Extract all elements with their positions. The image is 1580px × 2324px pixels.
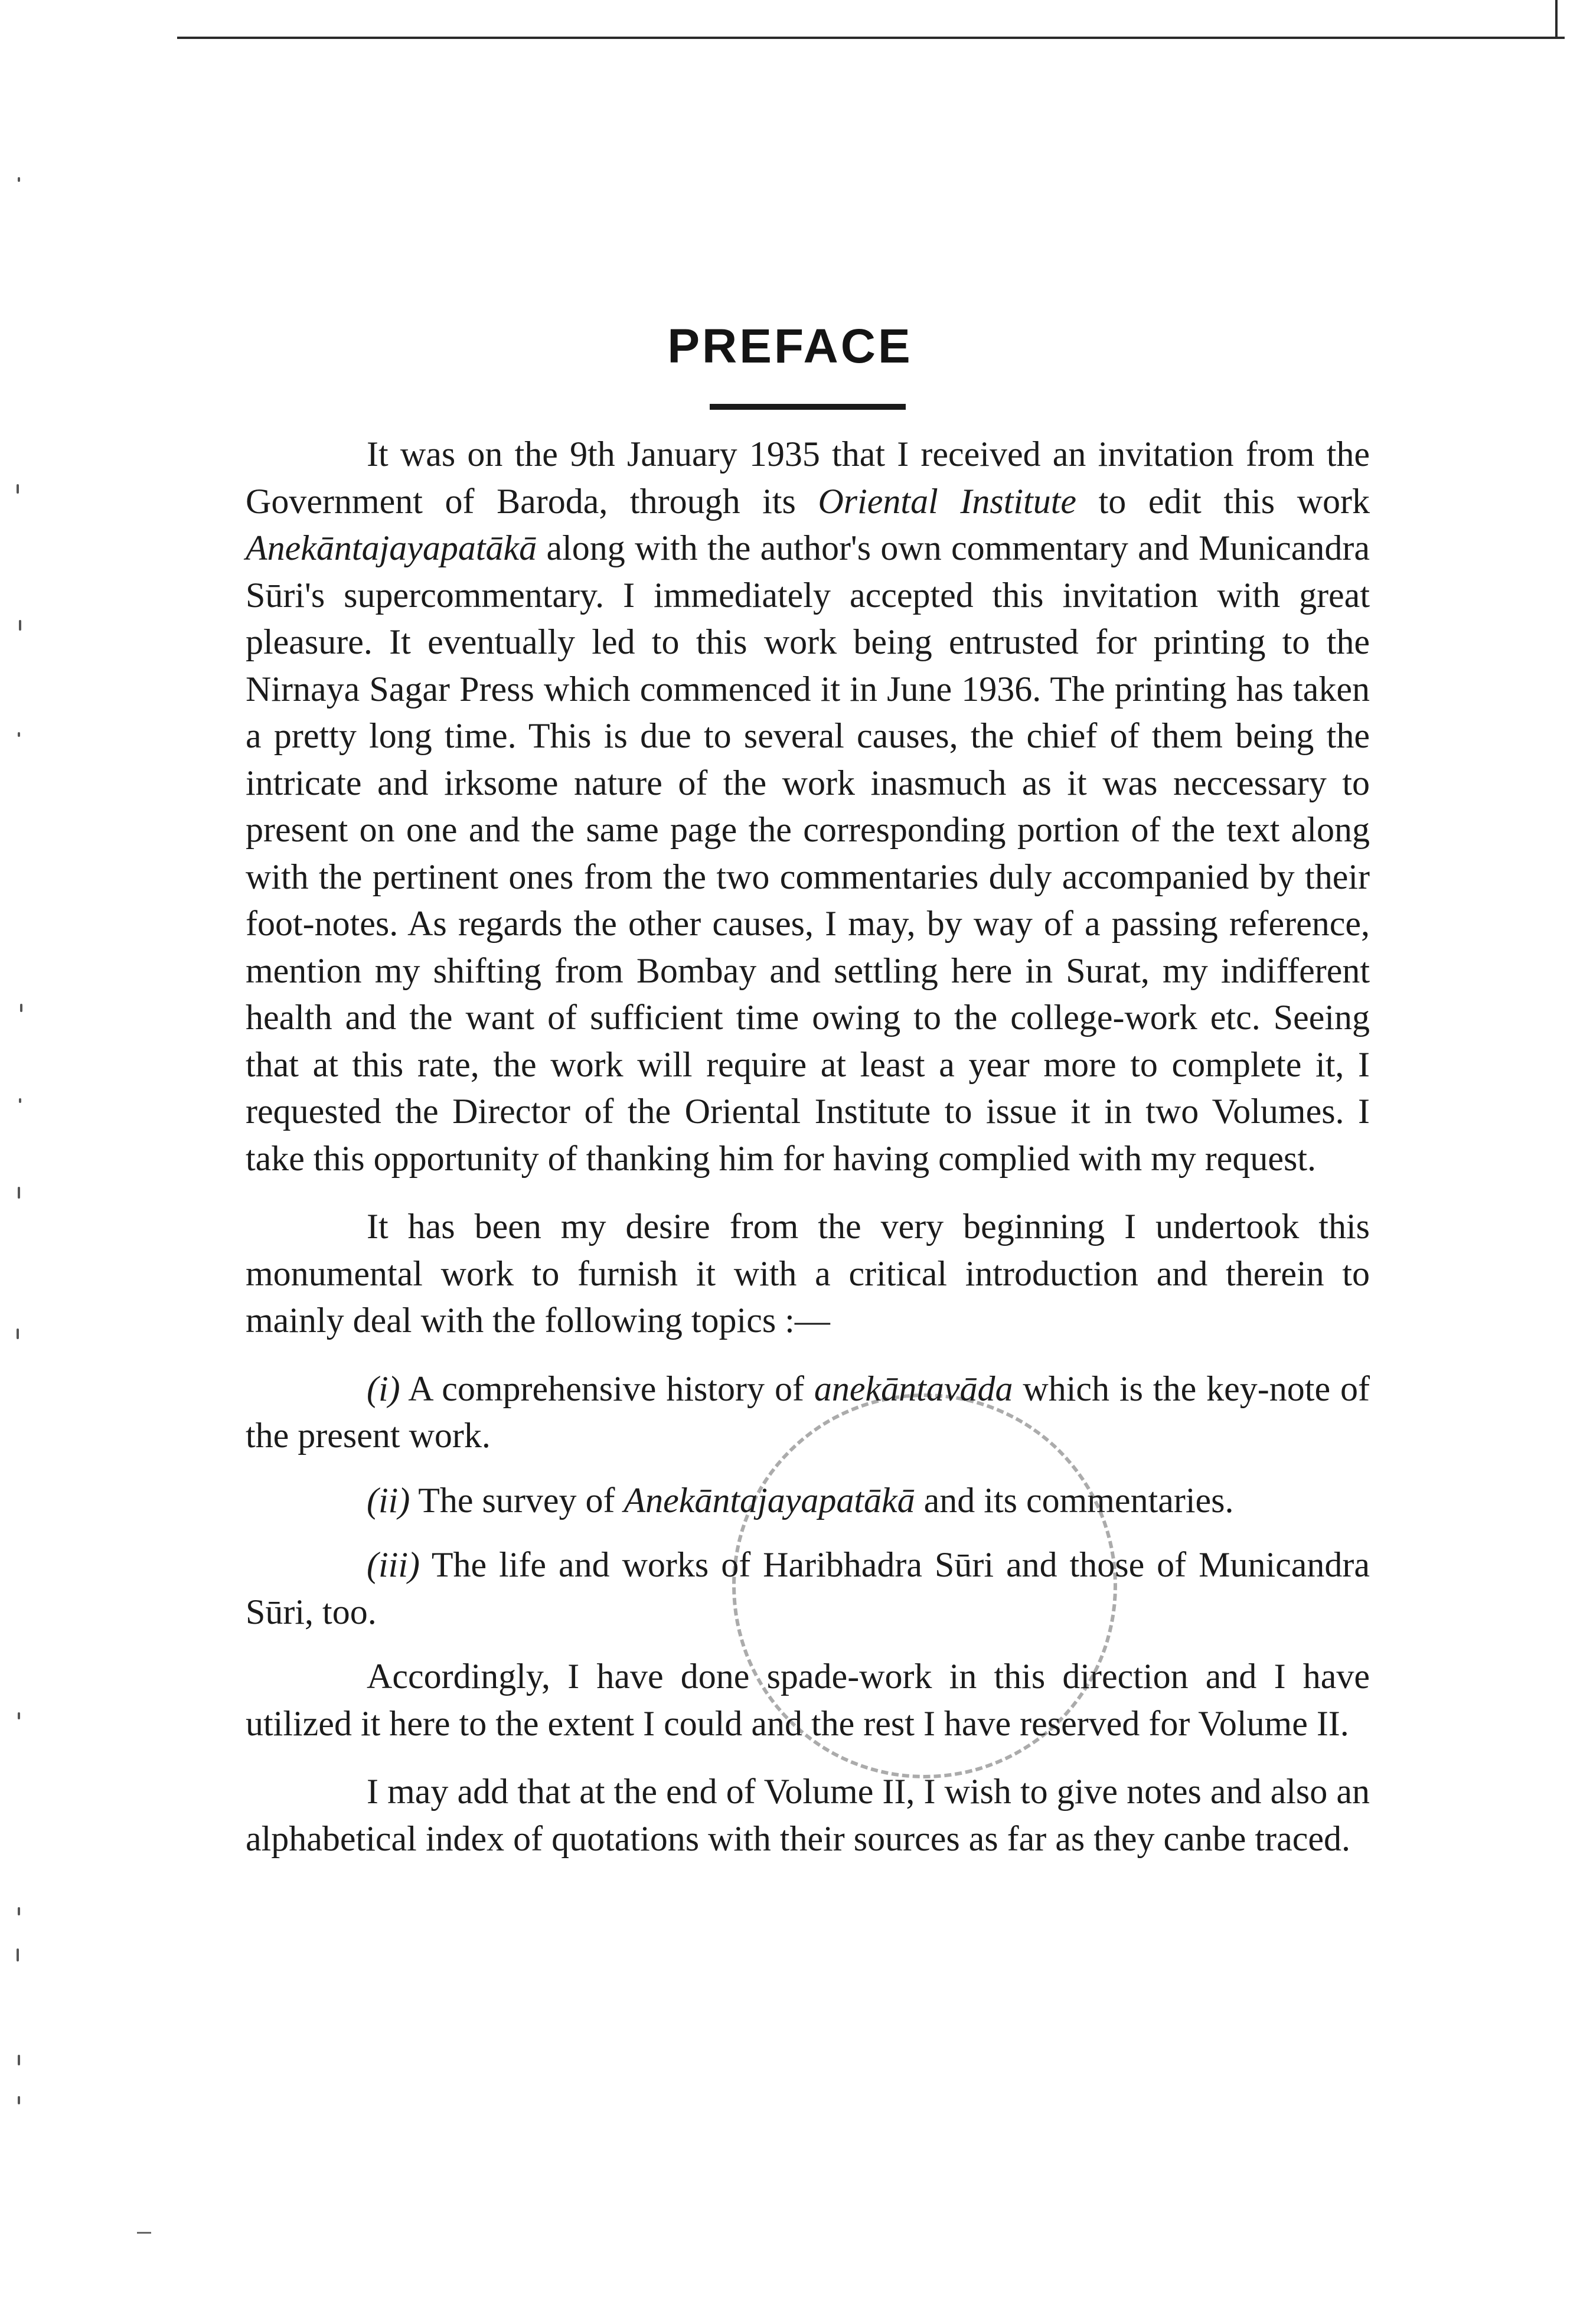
topic-text: The survey of xyxy=(410,1480,624,1520)
paragraph-invitation xyxy=(246,431,1370,1182)
paragraph-text: along with the author's own commentary and Municandra Sūri's supercommentary. I immediately accepted this invitation with great pleasure. It eventually led to this work being entrusted for printing to the Nirnaya Sagar Press which commenced it in June 1936. The printing has taken a pretty long time. This is due to several causes, the chief of them being the intricate and irksome nature of the work inasmuch as it was neccessary to present on one and the same page the corresponding portion of the text along with the pertinent ones from the two commentaries duly accompanied by their foot-notes. As regards the other causes, I may, by way of a passing reference, mention my shifting from Bombay and settling here in Surat, my indifferent health and the want of sufficient time owing to the college-work etc. Seeing that at this rate, the work will require at least a year more to complete it, I requested the Director of the Oriental Institute to issue it in two Volumes. I take this opportunity of thanking him for having complied with my request. xyxy=(246,528,1370,1178)
paragraph-text: It was on the 9th January 1935 that I received an invitation from the Government of Baroda, through its xyxy=(246,435,1370,521)
topic-number: (i) xyxy=(367,1369,400,1408)
paragraph-desire: It has been my desire from the very beginning I undertook this monumental work to furnish it with a critical introduction and therein to mainly deal with the following topics :— xyxy=(246,1207,1370,1340)
topic-number: (ii) xyxy=(367,1480,410,1520)
italic-term: Oriental Institute xyxy=(818,481,1077,521)
paragraph-index: I may add that at the end of Volume II, I wish to give notes and also an alphabetical index of quotations with their sources as far as they canbe traced. xyxy=(246,1772,1370,1858)
scan-margin-dash xyxy=(137,2232,151,2234)
page-title: PREFACE xyxy=(667,319,913,373)
topic-text: and its commentaries. xyxy=(915,1480,1234,1520)
italic-term: Anekāntajayapatākā xyxy=(246,528,537,567)
topic-text: which is the key-note of the present work. xyxy=(246,1369,1370,1455)
topic-text: The life and works of Haribhadra Sūri and those of Municandra Sūri, too. xyxy=(246,1545,1370,1631)
page-top-rule xyxy=(177,37,1565,39)
topic-item-1 xyxy=(246,1366,1370,1460)
title-underline xyxy=(710,404,906,410)
paragraph-spadework: Accordingly, I have done spade-work in this direction and I have utilized it here to the extent I could and the rest I have reserved for Volume II. xyxy=(246,1657,1370,1743)
italic-term: Anekāntajayapatākā xyxy=(623,1480,915,1520)
topic-text: A comprehensive history of xyxy=(400,1369,814,1408)
page-edge-line xyxy=(1555,0,1558,38)
paragraph-text: to edit this work xyxy=(1076,481,1370,521)
topic-item-3 xyxy=(246,1542,1370,1636)
topic-item-2 xyxy=(246,1477,1370,1525)
preface-body xyxy=(246,431,1370,1884)
topic-number: (iii) xyxy=(367,1545,420,1584)
italic-term: anekāntavāda xyxy=(814,1369,1013,1408)
